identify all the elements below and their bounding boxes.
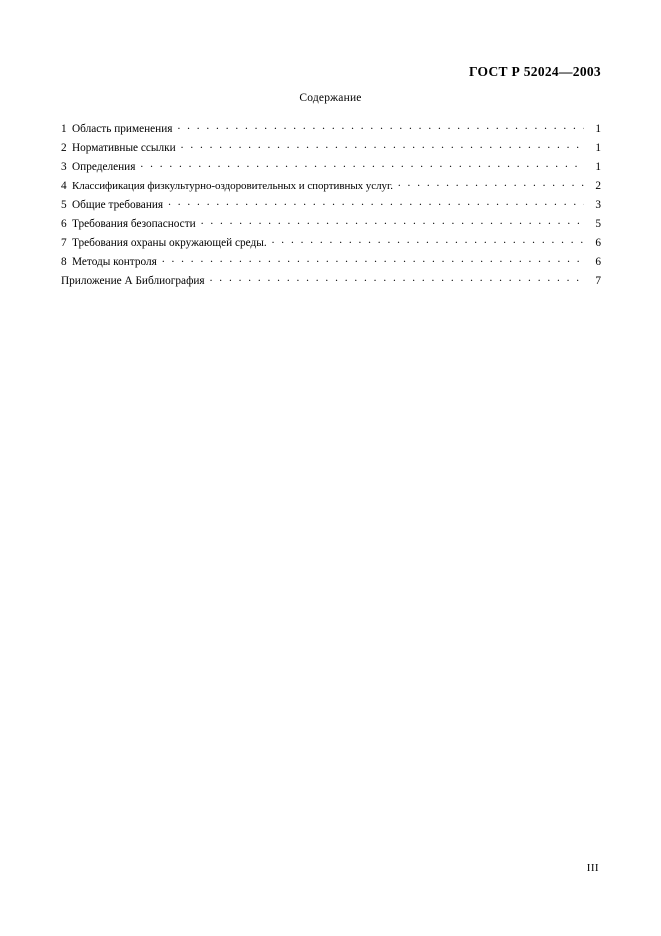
contents-heading: Содержание — [299, 92, 362, 104]
toc-entry-label: Требования безопасности — [72, 218, 196, 230]
toc-entry-appendix[interactable] — [61, 270, 601, 289]
toc-entry-page: 1 — [595, 123, 601, 135]
toc-entry-page: 5 — [595, 218, 601, 230]
toc-entry-number: 6 — [61, 218, 67, 230]
toc-entry[interactable] — [61, 137, 601, 156]
toc-entry-number: 1 — [61, 123, 67, 135]
toc-entry-number: 2 — [61, 142, 67, 154]
toc-entry-label: Нормативные ссылки — [72, 142, 176, 154]
toc-entry-label: Классификация физкультурно-оздоровительных и спортивных услуг. — [72, 180, 393, 192]
toc-entry[interactable] — [61, 232, 601, 251]
toc-dot-leader — [140, 156, 584, 170]
toc-entry-number: 4 — [61, 180, 67, 192]
page-folio: III — [586, 862, 599, 874]
toc-dot-leader — [168, 194, 584, 208]
toc-entry-number: 5 — [61, 199, 67, 211]
toc-dot-leader — [181, 137, 584, 151]
toc-entry[interactable] — [61, 156, 601, 175]
toc-entry-label: Общие требования — [72, 199, 164, 211]
toc-entry-label: Требования охраны окружающей среды. — [72, 237, 267, 249]
toc-dot-leader — [398, 175, 584, 189]
toc-entry[interactable] — [61, 194, 601, 213]
running-head-standard-number: ГОСТ Р 52024—2003 — [468, 64, 601, 79]
toc-entry-page: 6 — [595, 237, 601, 249]
toc-dot-leader — [272, 232, 584, 246]
toc-dot-leader — [177, 118, 584, 132]
toc-entry[interactable] — [61, 175, 601, 194]
toc-entry-label: Методы контроля — [72, 256, 157, 268]
toc-entry-label: Область применения — [72, 123, 173, 135]
toc-entry-page: 1 — [595, 161, 601, 173]
toc-entry[interactable] — [61, 213, 601, 232]
table-of-contents — [61, 118, 601, 289]
toc-entry-label: Приложение А Библиография — [61, 275, 205, 287]
toc-entry-number: 8 — [61, 256, 67, 268]
toc-dot-leader — [210, 270, 584, 284]
toc-entry-page: 3 — [595, 199, 601, 211]
toc-entry-number: 3 — [61, 161, 67, 173]
toc-entry[interactable] — [61, 118, 601, 137]
toc-entry-page: 2 — [595, 180, 601, 192]
toc-dot-leader — [162, 251, 584, 265]
toc-entry[interactable] — [61, 251, 601, 270]
toc-entry-label: Определения — [72, 161, 136, 173]
toc-entry-number: 7 — [61, 237, 67, 249]
toc-entry-page: 7 — [595, 275, 601, 287]
toc-entry-page: 1 — [595, 142, 601, 154]
toc-dot-leader — [201, 213, 584, 227]
toc-entry-page: 6 — [595, 256, 601, 268]
